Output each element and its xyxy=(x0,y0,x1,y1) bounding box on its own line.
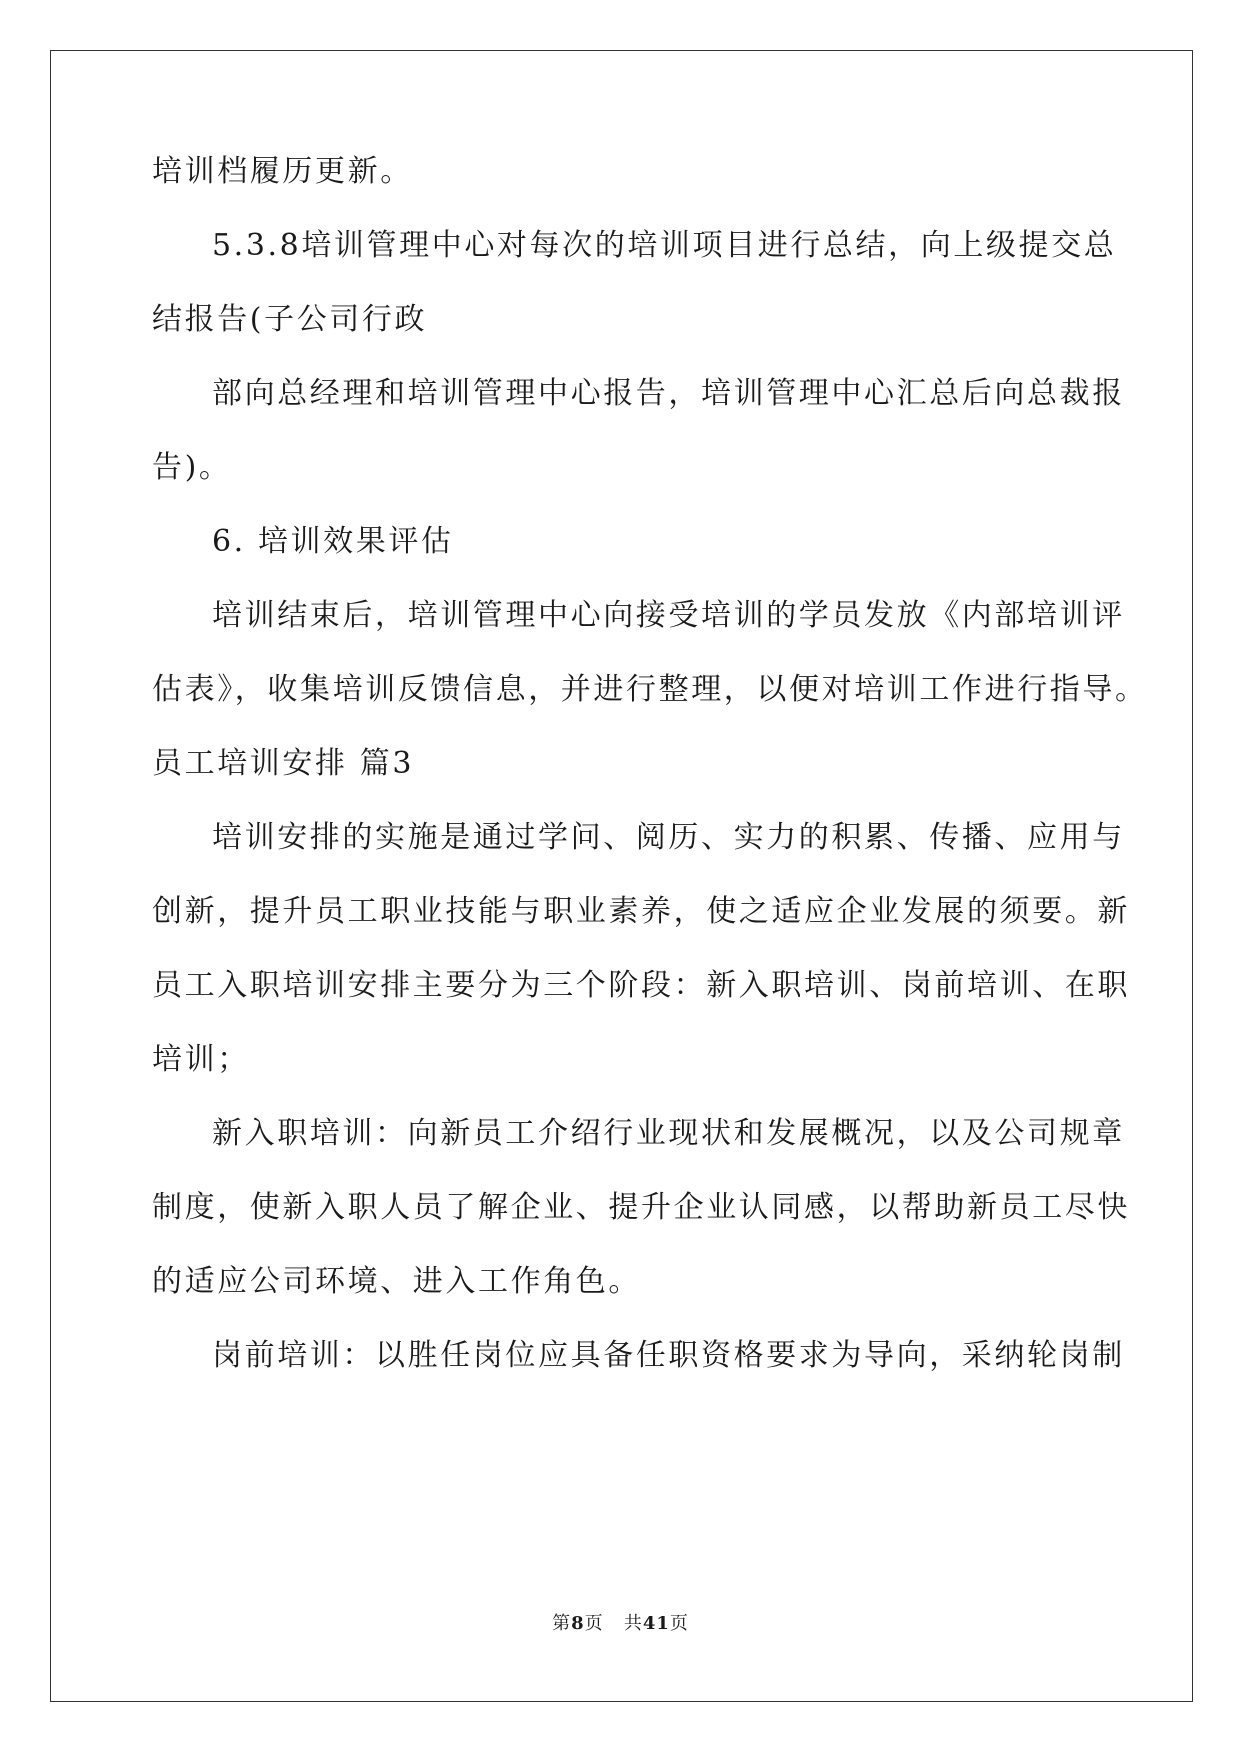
chapter-heading: 员工培训安排 篇3 xyxy=(152,746,415,781)
text-line: 部向总经理和培训管理中心报告，培训管理中心汇总后向总裁报 xyxy=(212,376,1125,411)
text-line: 新入职培训：向新员工介绍行业现状和发展概况，以及公司规章 xyxy=(212,1116,1125,1151)
footer-total-unit: 页 xyxy=(669,1613,689,1634)
text-line: 员工入职培训安排主要分为三个阶段：新入职培训、岗前培训、在职 xyxy=(152,968,1130,1003)
text-line: 制度，使新入职人员了解企业、提升企业认同感，以帮助新员工尽快 xyxy=(152,1190,1130,1225)
text-line: 估表》，收集培训反馈信息，并进行整理，以便对培训工作进行指导。 xyxy=(152,672,1148,707)
section-heading: 6. 培训效果评估 xyxy=(212,524,454,559)
footer-page-unit: 页 xyxy=(584,1613,604,1634)
footer-total-pages: 41 xyxy=(642,1613,670,1634)
text-line: 培训； xyxy=(152,1042,250,1077)
text-line: 告)。 xyxy=(152,450,232,485)
text-line: 创新，提升员工职业技能与职业素养，使之适应企业发展的须要。新 xyxy=(152,894,1130,929)
text-line: 培训结束后，培训管理中心向接受培训的学员发放《内部培训评 xyxy=(212,598,1125,633)
text-line: 培训安排的实施是通过学问、阅历、实力的积累、传播、应用与 xyxy=(212,820,1125,855)
text-line: 结报告(子公司行政 xyxy=(152,302,428,337)
page-footer xyxy=(0,1612,1241,1636)
footer-page-number: 8 xyxy=(571,1613,585,1634)
page-border xyxy=(50,50,1193,1702)
text-line: 5.3.8培训管理中心对每次的培训项目进行总结，向上级提交总 xyxy=(212,228,1117,263)
footer-total-prefix: 共 xyxy=(623,1613,643,1634)
text-line: 岗前培训：以胜任岗位应具备任职资格要求为导向，采纳轮岗制 xyxy=(212,1338,1125,1373)
text-line: 的适应公司环境、进入工作角色。 xyxy=(152,1264,641,1299)
footer-prefix: 第 xyxy=(552,1613,572,1634)
text-line: 培训档履历更新。 xyxy=(152,154,413,189)
